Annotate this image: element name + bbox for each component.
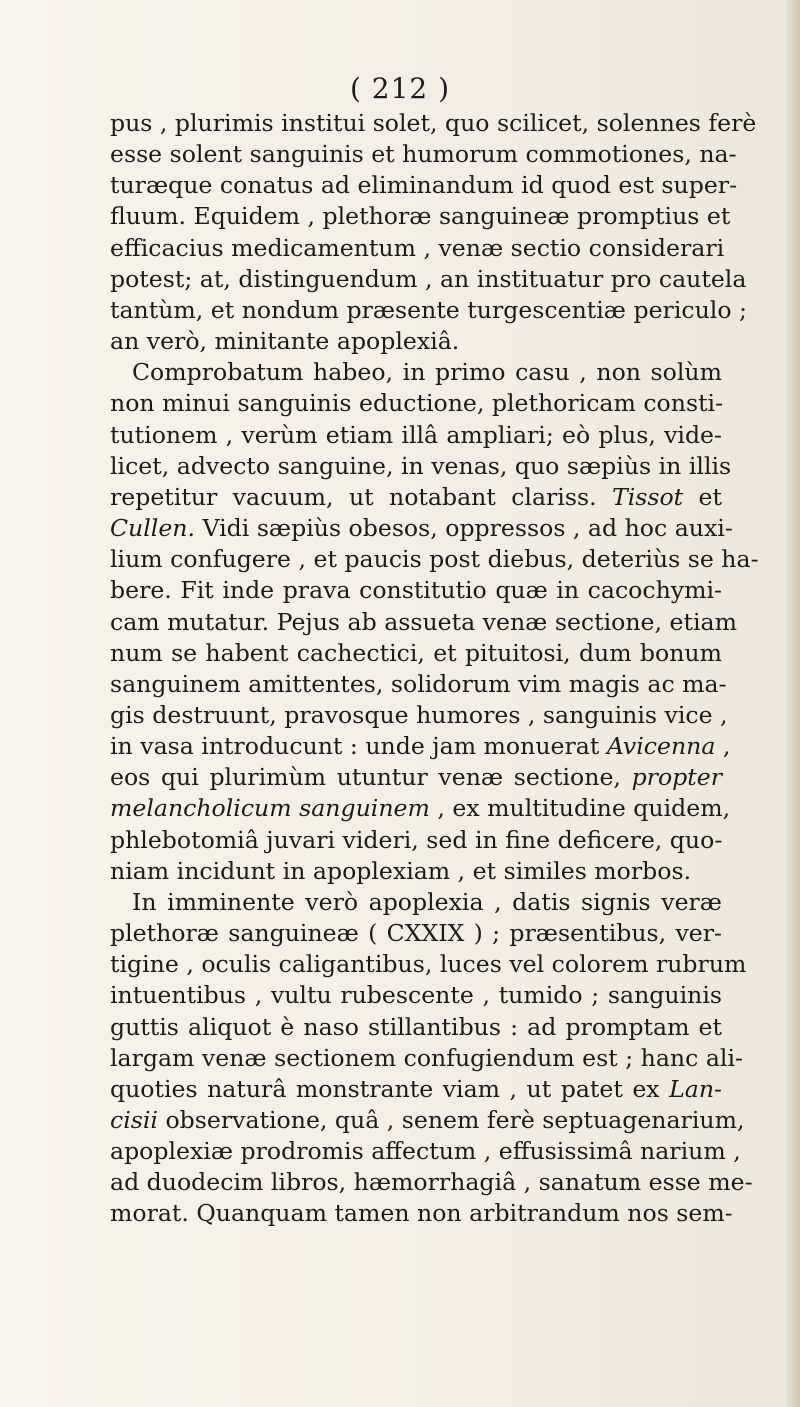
text-line bbox=[110, 980, 722, 1011]
text-run: repetitur vacuum, ut notabant clariss. bbox=[110, 482, 612, 511]
text-run: et bbox=[683, 482, 722, 511]
text-run: num se habent cachectici, et pituitosi, dum bonum bbox=[110, 638, 722, 667]
text-run: niam incidunt in apoplexiam , et similes morbos. bbox=[110, 856, 692, 885]
text-line bbox=[110, 607, 737, 638]
text-line bbox=[110, 295, 747, 326]
text-line bbox=[110, 451, 732, 482]
text-line bbox=[110, 170, 738, 201]
text-run: Vidi sæpiùs obesos, oppressos , ad hoc auxi- bbox=[195, 514, 733, 543]
italic-text: propter bbox=[631, 763, 722, 792]
text-run: in vasa introducunt : unde jam monuerat bbox=[110, 732, 607, 761]
text-run: plethoræ sanguineæ ( CXXIX ) ; præsentibus, ver- bbox=[110, 919, 722, 948]
text-run: observatione, quâ , senem ferè septuagenarium, bbox=[157, 1106, 745, 1134]
text-line bbox=[110, 326, 722, 357]
text-run: fluum. Equidem , plethoræ sanguineæ promptius et bbox=[110, 202, 731, 231]
text-line bbox=[110, 856, 722, 887]
text-run: sanguinem amittentes, solidorum vim magis ac ma- bbox=[110, 669, 727, 698]
text-run: bere. Fit inde prava constitutio quæ in cacochymi- bbox=[110, 576, 722, 605]
text-line bbox=[110, 482, 722, 513]
text-run: morat. Quanquam tamen non arbitrandum nos sem- bbox=[110, 1199, 733, 1228]
text-run: non minui sanguinis eductione, plethoricam consti- bbox=[110, 389, 724, 418]
text-line bbox=[110, 918, 722, 949]
text-line bbox=[110, 793, 731, 824]
text-line bbox=[110, 1043, 743, 1074]
text-line bbox=[110, 357, 722, 388]
text-line bbox=[110, 201, 731, 232]
text-run: potest; at, distinguendum , an instituatur pro cautela bbox=[110, 264, 747, 293]
text-line bbox=[110, 264, 747, 295]
text-run: tantùm, et nondum præsente turgescentiæ periculo ; bbox=[110, 295, 747, 324]
italic-text: melancholicum sanguinem bbox=[110, 794, 430, 823]
text-line bbox=[110, 887, 722, 918]
text-run: tutionem , verùm etiam illâ ampliari; eò plus, vide- bbox=[110, 420, 722, 449]
text-run: , bbox=[715, 732, 731, 761]
text-line bbox=[110, 825, 722, 856]
text-line bbox=[110, 669, 727, 700]
text-run: guttis aliquot è naso stillantibus : ad promptam et bbox=[110, 1012, 722, 1041]
text-line bbox=[110, 575, 722, 606]
text-run: turæque conatus ad eliminandum id quod est super- bbox=[110, 171, 738, 200]
text-run: esse solent sanguinis et humorum commotiones, na- bbox=[110, 140, 737, 169]
text-line bbox=[110, 139, 737, 170]
text-line bbox=[110, 1167, 753, 1198]
text-run: , ex multitudine quidem, bbox=[429, 794, 731, 823]
text-run: In imminente verò apoplexia , datis signis veræ bbox=[132, 887, 722, 916]
text-run: lium confugere , et paucis post diebus, deteriùs se ha- bbox=[110, 545, 759, 574]
text-run: eos qui plurimùm utuntur venæ sectione, bbox=[110, 763, 632, 792]
body-text bbox=[110, 108, 759, 1230]
text-line bbox=[110, 233, 725, 264]
text-line bbox=[110, 949, 747, 980]
text-line bbox=[110, 762, 722, 793]
text-line bbox=[110, 1105, 745, 1136]
italic-text: Cullen. bbox=[110, 514, 195, 543]
text-line bbox=[110, 638, 722, 669]
text-run: licet, advecto sanguine, in venas, quo sæpiùs in illis bbox=[110, 451, 732, 480]
text-run: apoplexiæ prodromis affectum , effusissimâ narium , bbox=[110, 1137, 741, 1166]
text-run: cam mutatur. Pejus ab assueta venæ sectione, etiam bbox=[110, 607, 737, 636]
text-line bbox=[110, 513, 733, 544]
italic-text: Avicenna bbox=[606, 732, 716, 761]
text-line bbox=[110, 420, 722, 451]
text-run: quoties naturâ monstrante viam , ut patet ex bbox=[110, 1074, 670, 1103]
text-run: ad duodecim libros, hæmorrhagiâ , sanatum esse me- bbox=[110, 1168, 753, 1197]
text-run: phlebotomiâ juvari videri, sed in fine deficere, quo- bbox=[110, 825, 723, 854]
text-line bbox=[110, 1198, 733, 1229]
text-line bbox=[110, 731, 731, 762]
page-number: ( 212 ) bbox=[349, 72, 451, 105]
text-run: intuentibus , vultu rubescente , tumido ; sanguinis bbox=[110, 981, 722, 1010]
text-line bbox=[110, 388, 722, 419]
text-line bbox=[110, 1012, 722, 1043]
text-run: pus , plurimis institui solet, quo scilicet, solennes ferè bbox=[110, 109, 757, 137]
text-run: largam venæ sectionem confugiendum est ; hanc ali- bbox=[110, 1043, 743, 1072]
text-run: efficacius medicamentum , venæ sectio considerari bbox=[110, 233, 725, 262]
text-line bbox=[110, 544, 759, 575]
text-line bbox=[110, 1136, 741, 1167]
italic-text: Tissot bbox=[611, 482, 684, 511]
italic-text: Lan- bbox=[669, 1074, 722, 1103]
page-edge bbox=[786, 0, 800, 1407]
text-line bbox=[110, 700, 728, 731]
text-line bbox=[110, 1074, 722, 1105]
text-run: tigine , oculis caligantibus, luces vel colorem rubrum bbox=[110, 950, 747, 979]
italic-text: cisii bbox=[110, 1106, 158, 1134]
text-run: gis destruunt, pravosque humores , sanguinis vice , bbox=[110, 700, 728, 729]
text-run: Comprobatum habeo, in primo casu , non solùm bbox=[132, 358, 722, 387]
text-line bbox=[110, 108, 757, 139]
text-run: an verò, minitante apoplexiâ. bbox=[110, 327, 460, 356]
